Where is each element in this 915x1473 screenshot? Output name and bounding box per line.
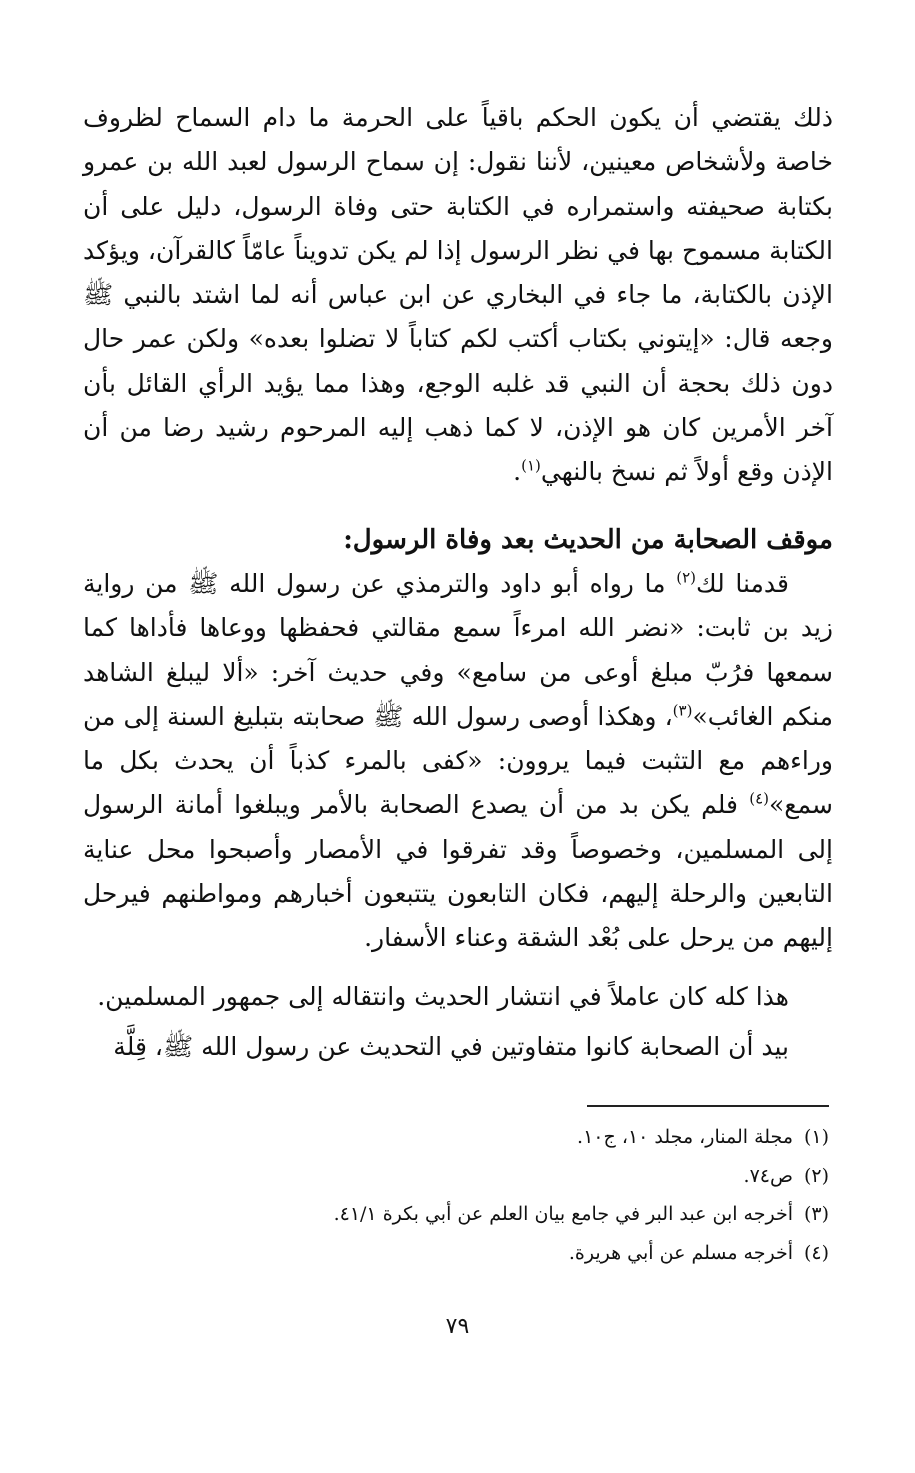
footnote-marker-1: (١): [521, 457, 541, 476]
footnote-number: (٢): [803, 1164, 829, 1187]
paragraph-1-end: .: [513, 457, 522, 487]
paragraph-2-part-1: قدمنا لك: [696, 569, 789, 598]
footnote-marker-3: (٣): [672, 701, 693, 720]
paragraph-2-part-3: ، وهكذا أوصى رسول الله ﷺ صحابته بتبليغ السنة إلى من وراءهم مع التثبت فيما يروون: «كفى بالمرء كذباً أن يحدث بكل ما سمع»: [83, 701, 833, 820]
footnote-marker-2: (٢): [676, 568, 696, 587]
footnote-text: مجلة المنار، مجلد ١٠، ج١٠.: [577, 1126, 793, 1148]
paragraph-2-part-4: فلم يكن بد من أن يصدع الصحابة بالأمر ويبلغوا أمانة الرسول إلى المسلمين، وخصوصاً وقد تفرقوا في الأمصار وأصبحوا محل عناية التابعين والرحلة إليهم، فكان التابعون يتتبعون أخبارهم ومواطنهم فيرحل إليهم من يرحل على بُعْد الشقة وعناء الأسفار.: [83, 790, 833, 953]
paragraph-2: [83, 562, 833, 961]
footnote-text: أخرجه ابن عبد البر في جامع بيان العلم عن أبي بكرة ٤١/١.: [333, 1203, 793, 1225]
footnote-number: (٤): [803, 1241, 829, 1264]
footnote-text: ص٧٤.: [743, 1164, 793, 1187]
footnote-item: [229, 1157, 829, 1196]
page-number: ٧٩: [445, 1314, 470, 1339]
footnote-text: أخرجه مسلم عن أبي هريرة.: [568, 1241, 793, 1264]
paragraph-2-part-2: ما رواه أبو داود والترمذي عن رسول الله ﷺ من رواية زيد بن ثابت: «نضر الله امرءاً سمع مقالتي فحفظها ووعاها فأداها كما سمعها فرُبّ مبلغ أوعى من سامع» وفي حديث آخر: «ألا ليبلغ الشاهد منكم الغائب»: [83, 569, 833, 731]
footnote-item: [229, 1195, 829, 1234]
section-heading: موقف الصحابة من الحديث بعد وفاة الرسول:: [343, 525, 833, 555]
footnote-item: [229, 1234, 829, 1273]
footnote-number: (٣): [803, 1203, 829, 1225]
footnote-separator: [587, 1105, 829, 1107]
paragraph-3: هذا كله كان عاملاً في انتشار الحديث وانتقاله إلى جمهور المسلمين.: [97, 982, 789, 1011]
footnote-marker-4: (٤): [749, 790, 769, 809]
footnote-number: (١): [803, 1126, 829, 1148]
footnote-item: [229, 1118, 829, 1157]
paragraph-4: بيد أن الصحابة كانوا متفاوتين في التحديث عن رسول الله ﷺ، قِلَّة: [113, 1032, 789, 1061]
paragraph-1-text: ذلك يقتضي أن يكون الحكم باقياً على الحرمة ما دام السماح لظروف خاصة ولأشخاص معينين، لأننا نقول: إن سماح الرسول لعبد الله بن عمرو بكتابة صحيفته واستمراره في الكتابة حتى وفاة الرسول، دليل على أن الكتابة مسموح بها في نظر الرسول إذا لم يكن تدويناً عامّاً كالقرآن، ويؤكد الإذن بالكتابة، ما جاء في البخاري عن ابن عباس أنه لما اشتد بالنبي ﷺ وجعه قال: «إيتوني بكتاب أكتب لكم كتاباً لا تضلوا بعده» ولكن عمر حال دون ذلك بحجة أن النبي قد غلبه الوجع، وهذا مما يؤيد الرأي القائل بأن آخر الأمرين كان هو الإذن، لا كما ذهب إليه المرحوم رشيد رضا من أن الإذن وقع أولاً ثم نسخ بالنهي: [83, 103, 833, 487]
paragraph-1: [83, 96, 833, 495]
footnotes-list: [229, 1118, 829, 1272]
